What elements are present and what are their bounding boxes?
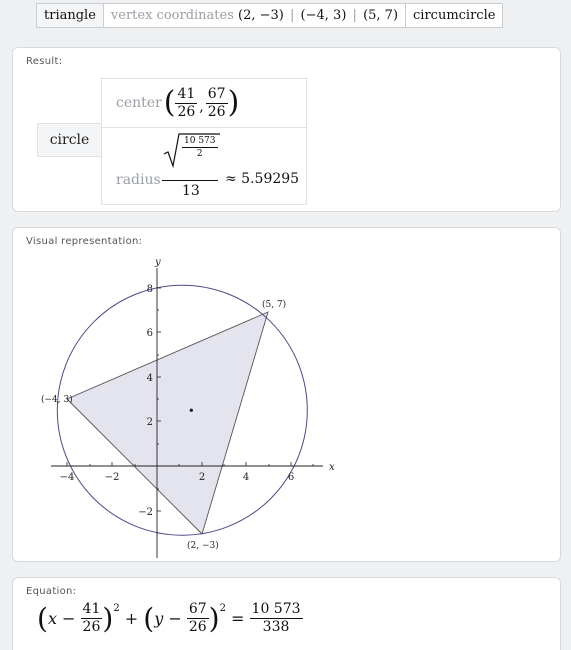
vertex-label: (2, −3) bbox=[187, 541, 219, 551]
center-x-num: 41 bbox=[177, 85, 196, 102]
x-tick-label: 4 bbox=[242, 472, 250, 483]
input-mode: circumcircle bbox=[405, 4, 502, 27]
vertex-3: (5, 7) bbox=[363, 8, 399, 23]
x-tick-label: 6 bbox=[287, 472, 295, 483]
equation-pod bbox=[12, 577, 561, 650]
x-tick-label: −2 bbox=[104, 472, 120, 483]
circle-equation: ( x − $\frac{41}{26}$ ) $^2$ + ( y − $\frac{67}{26}$ ) $^2$ = $\frac{10 573}{338}$ bbox=[37, 601, 301, 635]
y-tick-label: 6 bbox=[146, 328, 153, 339]
equation-title: Equation: bbox=[26, 586, 77, 597]
radius-label: radius bbox=[116, 172, 161, 188]
comma: , bbox=[199, 99, 204, 115]
center-y-den: 26 bbox=[207, 103, 226, 120]
input-keyword: triangle bbox=[37, 4, 103, 27]
radius-row bbox=[102, 128, 306, 204]
eq-x-frac bbox=[81, 601, 103, 636]
radius-inner-den: 2 bbox=[196, 149, 203, 159]
x-axis-label: x bbox=[329, 462, 335, 473]
result-pod bbox=[12, 47, 561, 212]
y-axis-label: y bbox=[155, 257, 161, 268]
vertex-label: vertex coordinates bbox=[110, 8, 234, 23]
sep-2: | bbox=[352, 8, 357, 23]
center-y-num: 67 bbox=[207, 85, 226, 102]
paren-close: ) bbox=[227, 85, 240, 120]
radius-fraction-bar bbox=[162, 180, 218, 181]
circumcenter-point bbox=[190, 409, 193, 412]
center-x-den: 26 bbox=[177, 103, 196, 120]
triangle bbox=[67, 312, 268, 534]
eq-x-den: 26 bbox=[82, 619, 101, 635]
vertex-2: (−4, 3) bbox=[300, 8, 347, 23]
eq-rhs-frac bbox=[250, 601, 303, 636]
eq-rhs-num: 10 573 bbox=[251, 601, 301, 617]
vertex-label: (−4, 3) bbox=[41, 395, 73, 405]
eq-rhs-den: 338 bbox=[262, 619, 290, 635]
x-tick-label: −4 bbox=[59, 472, 75, 483]
radius-inner-num: 10 573 bbox=[184, 136, 216, 146]
result-values bbox=[101, 78, 307, 205]
result-title: Result: bbox=[26, 56, 63, 67]
y-tick-label: 2 bbox=[146, 417, 153, 428]
radius-den: 13 bbox=[182, 183, 200, 199]
result-row-label: circle bbox=[37, 123, 102, 157]
circumcircle-plot bbox=[13, 228, 560, 561]
center-x bbox=[175, 86, 197, 121]
sep-1: | bbox=[290, 8, 295, 23]
radius-inner-frac bbox=[182, 135, 218, 160]
vertex-label: (5, 7) bbox=[262, 300, 287, 310]
eq-x-num: 41 bbox=[82, 601, 101, 617]
center-y bbox=[206, 86, 228, 121]
eq-y-den: 26 bbox=[188, 619, 207, 635]
visual-title: Visual representation: bbox=[26, 236, 143, 247]
x-tick-label: 2 bbox=[198, 472, 206, 483]
paren-open: ( bbox=[163, 85, 176, 120]
center-label: center bbox=[116, 95, 162, 111]
center-row bbox=[102, 79, 306, 128]
y-tick-label: 4 bbox=[146, 373, 153, 384]
eq-y-num: 67 bbox=[188, 601, 207, 617]
visual-pod bbox=[12, 227, 561, 562]
input-interpretation bbox=[36, 3, 503, 28]
input-param-label bbox=[103, 4, 405, 27]
y-tick-label: 8 bbox=[146, 284, 153, 295]
vertex-1: (2, −3) bbox=[238, 8, 284, 23]
radius-approx: ≈ 5.59295 bbox=[225, 171, 300, 187]
eq-y-frac bbox=[187, 601, 209, 636]
y-tick-label: −2 bbox=[138, 507, 153, 518]
